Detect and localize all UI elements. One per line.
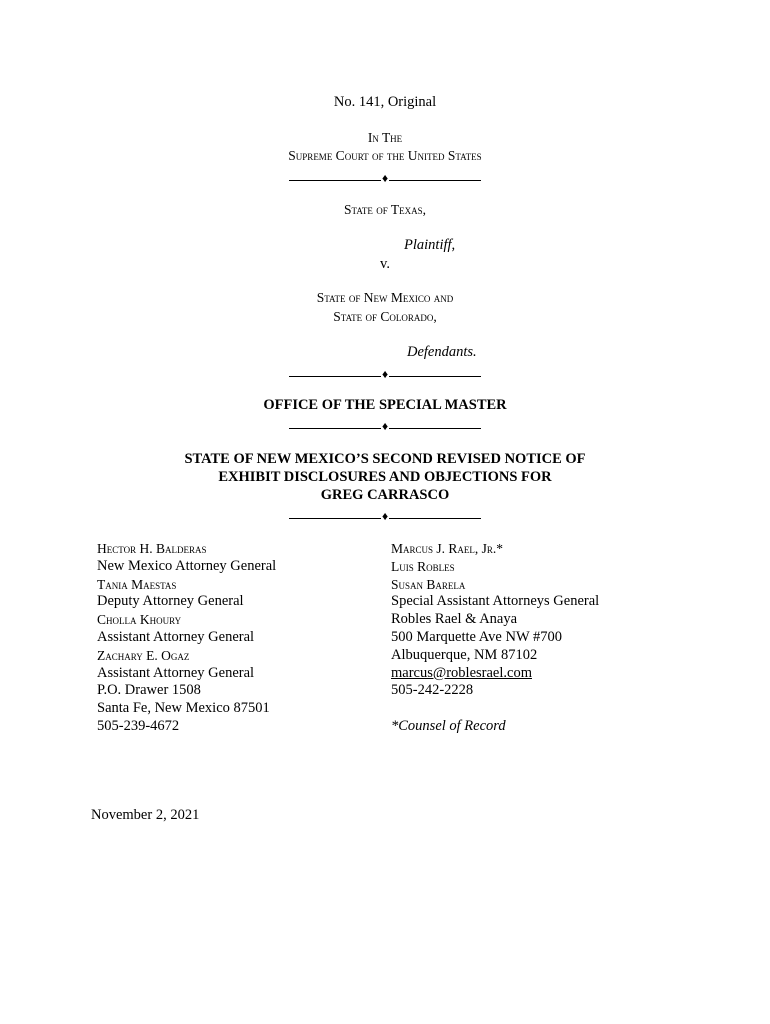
counsel-name: Zachary E. Ogaz — [97, 647, 190, 663]
counsel-name: Susan Barela — [391, 576, 466, 592]
document-title-line-1: STATE OF NEW MEXICO’S SECOND REVISED NOTICE OF — [184, 451, 586, 467]
firm-name: Robles Rael & Anaya — [391, 611, 518, 628]
document-date: November 2, 2021 — [91, 807, 200, 823]
counsel-of-record-note: *Counsel of Record — [391, 717, 506, 734]
counsel-title: Assistant Attorney General — [97, 664, 255, 681]
caption-divider-3 — [0, 418, 770, 432]
counsel-address: Santa Fe, New Mexico 87501 — [97, 700, 270, 717]
counsel-title: Special Assistant Attorneys General — [391, 593, 600, 610]
plaintiff-name: State of Texas, — [344, 202, 426, 217]
document-title-line-3: GREG CARRASCO — [320, 487, 450, 503]
counsel-address: 500 Marquette Ave NW #700 — [391, 628, 563, 645]
defendant-line-2: State of Colorado, — [333, 309, 437, 324]
defendant-line-1: State of New Mexico and — [316, 290, 454, 305]
caption-divider-1 — [0, 170, 770, 184]
caption-divider-2 — [0, 366, 770, 380]
counsel-address: Albuquerque, NM 87102 — [391, 646, 538, 663]
diamond-icon: ♦ — [381, 418, 389, 433]
defendant-role: Defendants. — [407, 344, 477, 360]
right-counsel-block — [391, 540, 599, 736]
document-title-line-2: EXHIBIT DISCLOSURES AND OBJECTIONS FOR — [218, 469, 552, 485]
counsel-name: Tania Maestas — [97, 576, 177, 592]
case-number: No. 141, Original — [333, 94, 437, 110]
diamond-icon: ♦ — [381, 170, 389, 185]
spacer — [391, 700, 599, 718]
diamond-icon: ♦ — [381, 366, 389, 381]
counsel-phone: 505-239-4672 — [97, 717, 180, 734]
diamond-icon: ♦ — [381, 508, 389, 523]
counsel-name: Marcus J. Rael, Jr.* — [391, 541, 504, 556]
counsel-title: Deputy Attorney General — [97, 593, 244, 610]
caption-divider-4 — [0, 508, 770, 522]
plaintiff-role: Plaintiff, — [404, 237, 456, 253]
versus: v. — [380, 256, 390, 272]
email-link[interactable]: marcus@roblesrael.com — [391, 664, 532, 681]
court-line-2: Supreme Court of the United States — [288, 148, 482, 163]
counsel-title: Assistant Attorney General — [97, 628, 255, 645]
office-heading: OFFICE OF THE SPECIAL MASTER — [263, 397, 507, 413]
counsel-address: P.O. Drawer 1508 — [97, 682, 201, 699]
counsel-name: Cholla Khoury — [97, 612, 182, 628]
counsel-name: Luis Robles — [391, 558, 455, 574]
counsel-phone: 505-242-2228 — [391, 682, 474, 699]
counsel-title: New Mexico Attorney General — [97, 557, 277, 574]
left-counsel-block — [97, 540, 276, 736]
counsel-name: Hector H. Balderas — [97, 541, 207, 556]
court-line-1: In The — [367, 130, 403, 145]
